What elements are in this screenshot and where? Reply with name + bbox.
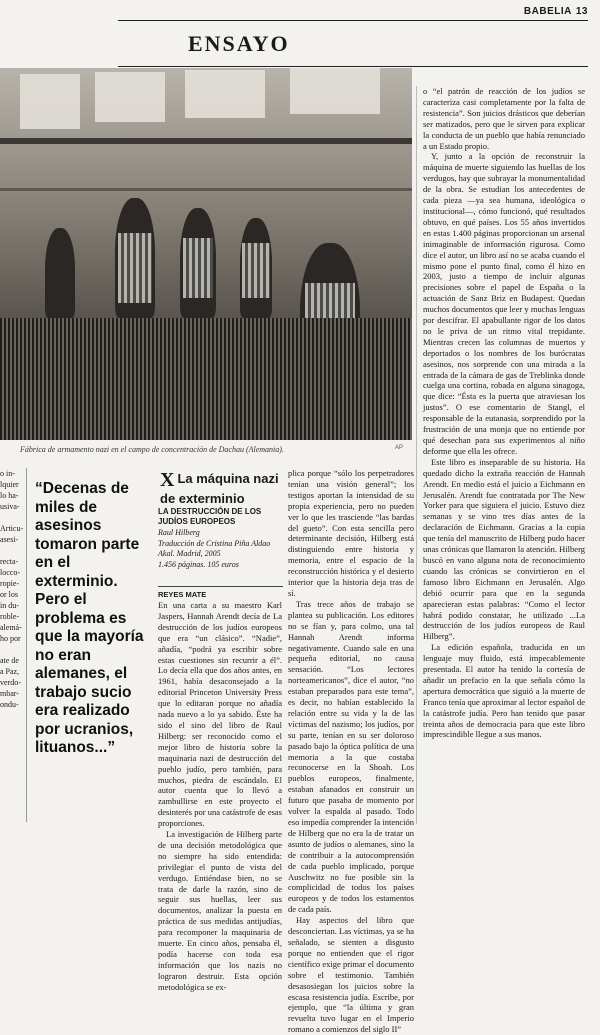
fragment-line: lquier [0,480,19,489]
page-number: 13 [575,6,588,17]
column-divider [26,468,27,822]
fragment-line: locco- [0,568,20,577]
fragment-line: asesi- [0,535,19,544]
fragment-line [0,545,20,556]
section-name: BABELIA [523,6,572,17]
section-logo-icon: X [160,469,175,491]
fragment-line: Articu- [0,524,24,533]
review-headline: La máquina nazi de exterminio [160,471,279,506]
paragraph: La edición española, traducida en un lenguaje muy fluido, está impecablemente presentada. El autor ha tenido la cortesía de añadir un prefacio en la que señala cómo la apertura democrática que siguió a la muerte de Franco tenía que aproximar al lector español de la catástrofe judía. Pero han tenido que pasar treinta años de democracia para que este libro imprescindible llegue a sus manos. [423,642,585,740]
photo-credit: AP [395,445,404,451]
fragment-line: o in- [0,469,15,478]
article-column-3 [423,86,585,824]
book-publisher: Akal. Madrid, 2005 [158,549,221,558]
article-column-1 [158,600,282,992]
factory-photo [0,68,412,440]
book-translator: Traducción de Cristina Piña Aldao [158,538,271,548]
fragment-line: recta- [0,557,19,566]
fragment-line: usiva- [0,502,20,511]
header-rule [118,20,588,21]
fragment-line: roble- [0,612,20,621]
paragraph: La investigación de Hilberg parte de una decisión metodológica que no siempre ha sido entendida: privilegiar el punto de vista del verdugo. Entiéndase bien, no se trata de darle la razón, sino de seguir sus huellas, leer sus documentos, analizar la puesta en práctica de sus medidas antijudías, para recomponer la maquinaria de muerte. En cinco años, pensaba él, podía hacerse con toda esa información que los nazis no lograron destruir. Esta opción metodológica se ex- [158,829,282,992]
article-column-2 [288,468,414,1035]
pull-quote: “Decenas de miles de asesinos tomaron parte en el exterminio. Pero el problema es que la mayoría no eran alemanes, el trabajo sucio era realizado por ucranios, lituanos...” [35,480,144,756]
book-title: LA DESTRUCCIÓN DE LOS JUDÍOS EUROPEOS [158,507,262,526]
book-author: Raul Hilberg [158,528,200,537]
masthead [524,6,588,17]
fragment-line [0,512,20,523]
fragment-line [0,644,20,655]
fragment-line: ondu- [0,700,19,709]
section-rule [118,66,588,67]
fragment-line: ho por [0,634,21,643]
adjacent-article-fragment [0,468,24,710]
paragraph: En una carta a su maestro Karl Jaspers, Hannah Arendt decía de La destrucción de los judíos europeos que era “un clásico”. “Nadie”, añadía, “podrá ya escribir sobre estas cuestiones sin recurrir a él”. Lo decía ella que dos años antes, en 1961, había desaconsejado a la editorial Princeton University Press que lo editaran porque no añadía nada nuevo a lo ya sabido. Éste ha sido el sino del libro de Raul Hilberg: ser reconocido como el mejor libro de historia sobre la maquinaria nazi de destrucción del pueblo judío, pero también, para muchos, piedra de escándalo. El autor cuenta que lo llevó a zambullirse en este proyecto el desinterés por una catástrofe de esas proporciones. [158,600,282,829]
paragraph: o “el patrón de reacción de los judíos se caracteriza casi completamente por la falta de resistencia”. Son juicios drásticos que deberían ser matizados, pero que le sirven para explicar la conducta de un pueblo que había renunciado a un Estado propio. [423,86,585,151]
column-divider [416,86,417,824]
fragment-line: alemá- [0,623,22,632]
book-pages-price: 1.456 páginas. 105 euros [158,559,239,569]
photo-caption: Fábrica de armamento nazi en el campo de concentración de Dachau (Alemania). [20,445,284,454]
fragment-line: or los [0,590,18,599]
book-meta [158,528,283,570]
fragment-line: lo ha- [0,491,19,500]
review-header [160,470,285,508]
byline: REYES MATE [158,586,283,599]
fragment-line: a Paz, [0,667,20,676]
paragraph: Hay aspectos del libro que desconciertan. Las víctimas, ya se ha señalado, se sienten a disgusto porque no entienden que el rigor científico exige primar el documento sobre el testimonio. También desasosiegan los juicios sobre la escasa resistencia judía. Escribe, por ejemplo, que “la última y gran revuelta tuvo lugar en el Imperio romano a comienzos del siglo II” [288,915,414,1035]
fragment-line: verdo- [0,678,21,687]
section-title: ENSAYO [188,31,290,56]
paragraph: Tras trece años de trabajo se plantea su publicación. Los editores no se fían y, para colmo, una tal Hannah Arendt informa negativamente. Cuando sale en una pequeña editorial, no causa sensación. “Los lectores norteamericanos”, dice el autor, “no estaban preparados para este tema”, es decir, no habían establecido la relación entre su vida y la de las víctimas del nazismo; los judíos, por su parte, tenían en su ser doloroso pasado bajo la óptica política de una memoria a la que costaba reconocerse en la Shoah. Los pueblos europeos, finalmente, estaban afanados en construir un futuro que pasaba de momento por volver la espalda al pasado. Todo eso impedía comprender la intención de Hilberg que no era la de tratar un asunto de judíos o alemanes, sino la de contribuir a la autocomprensión de cada pueblo implicado, porque Auschwitz no fue posible sin la complicidad de todos los países europeos y de todos los estamentos de cada país. [288,598,414,915]
paragraph: Y, junto a la opción de reconstruir la máquina de muerte siguiendo las huellas de los verdugos, hay que subrayar la monumentalidad de la obra. Se estudian los antecedentes de cada pieza —ya sea humana, ideológica o institucional—, cómo funcionó, qué resultados obtuvo, en qué países. Los 55 años invertidos en estas 1.400 páginas proporcionan un arsenal inimaginable de información rigurosa. Como dice el autor, un libro así no se acaba cuando el mismo pone el punto final, como él hizo en 2003, justo a tiempo de incluir algunas precisiones sobre el papel de España o la actuación de Sanz Briz en Budapest. Quedan muchos documentos que leer y muchas lenguas por descifrar. El apabullante rigor de los datos no le priva de un ritmo vital trepidante. Mientras crecen las columnas de muertos y deportados o los nombres de los burócratas asesinos, nos sorprende con una mirada a la entrada de la cámara de gas de Treblinka donde cuelga una cortina, robada en alguna sinagoga, que dice: “Ésta es la puerta que atraviesan los justos”. O ese comentario de Stangl, el responsable de la eutanasia, sorprendido por la frustración de una monja que no entiende por qué desechan para sus experimentos al niño deforme que ella les ofrece. [423,151,585,456]
paragraph: plica porque “sólo los perpetradores tenían una visión general”; los testigos aportan la intensidad de su propia experiencia, pero no pueden ver lo que les trasciende “las bardas del gueto”. Con esta sencilla pero determinante decisión, Hilberg está distinguiendo entre historia y memoria, entre el espacio de la reconstrucción histórica y el desierto interior que la historia deja tras de sí. [288,468,414,598]
fragment-line: ate de [0,656,19,665]
fragment-line: ropie- [0,579,20,588]
paragraph: Este libro es inseparable de su historia. Ha quedado dicho la extraña reacción de Hannah Arendt. En medio está el juicio a Eichmann en Jerusalén. Arendt fue contratada por The New Yorker para que siguiera el juicio. Estuvo diez semanas y se vino tres días antes de la declaración de Eichmann. Gracias a la copia que tenía del manuscrito de Hilberg pudo hacer unas crónicas que llamaron la atención. Hilberg buscó en vano alguna nota de reconocimiento cuando las crónicas se convirtieron en el famoso libro Eichmann en Jerusalén. Algo debió ocurrir para que en la segunda aparecieran estas palabras: “Como el lector habrá podido constatar, he utilizado ...La destrucción de los judíos europeos de Raul Hilberg”. [423,456,585,642]
fragment-line: in du- [0,601,19,610]
fragment-line: mbar- [0,689,19,698]
